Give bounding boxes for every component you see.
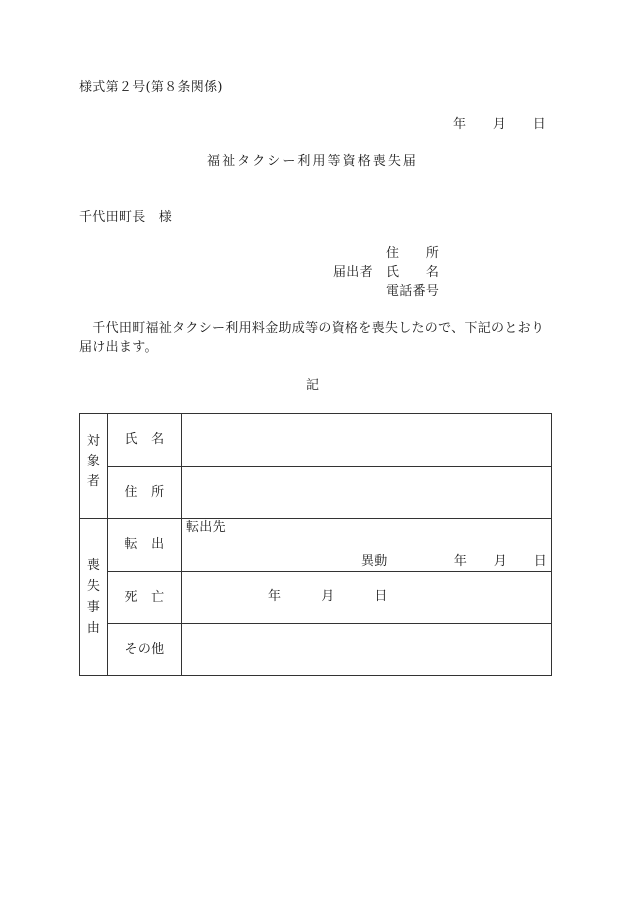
form-number: 様式第２号(第８条関係): [79, 80, 223, 95]
other-label-cell: [107, 623, 182, 676]
body-line-1: 千代田町福祉タクシー利用料金助成等の資格を喪失したので、下記のとおり: [79, 321, 545, 336]
death-value-cell: [181, 571, 552, 624]
name-label: 氏 名: [124, 432, 165, 447]
subject-group-label: 対象者: [86, 434, 101, 489]
address-label-cell: [107, 466, 182, 519]
other-label: その他: [124, 641, 165, 657]
applicant-name-label: 氏 名: [386, 265, 440, 280]
reason-group-label: 喪失事由: [86, 558, 101, 636]
name-value-cell: [181, 413, 552, 467]
body-line-2: 届け出ます。: [79, 340, 158, 355]
reason-group-cell: [79, 518, 108, 676]
death-label-cell: [107, 571, 182, 624]
transfer-destination-label: 転出先: [186, 520, 226, 535]
death-label: 死 亡: [124, 589, 165, 605]
transfer-value-cell: [181, 518, 552, 572]
applicant-address-label: 住 所: [386, 246, 440, 261]
applicant-phone-label: 電話番号: [386, 284, 440, 299]
subject-group-cell: [79, 413, 108, 519]
address-label: 住 所: [124, 484, 165, 500]
name-label-cell: [107, 413, 182, 467]
transfer-label: 転 出: [124, 537, 165, 552]
submission-date-line: 年 月 日: [453, 117, 547, 132]
transfer-change-label: 異動: [361, 554, 388, 569]
applicant-label: 届出者: [333, 265, 373, 280]
form-title: 福祉タクシー利用等資格喪失届: [207, 154, 418, 169]
transfer-change-date: 年 月 日: [453, 554, 547, 569]
transfer-label-cell: [107, 518, 182, 572]
death-date: 年 月 日: [268, 589, 388, 604]
note-heading: 記: [306, 378, 320, 393]
address-value-cell: [181, 466, 552, 519]
details-table: [79, 413, 552, 676]
other-value-cell: [181, 623, 552, 676]
addressee: 千代田町長 様: [79, 210, 173, 225]
